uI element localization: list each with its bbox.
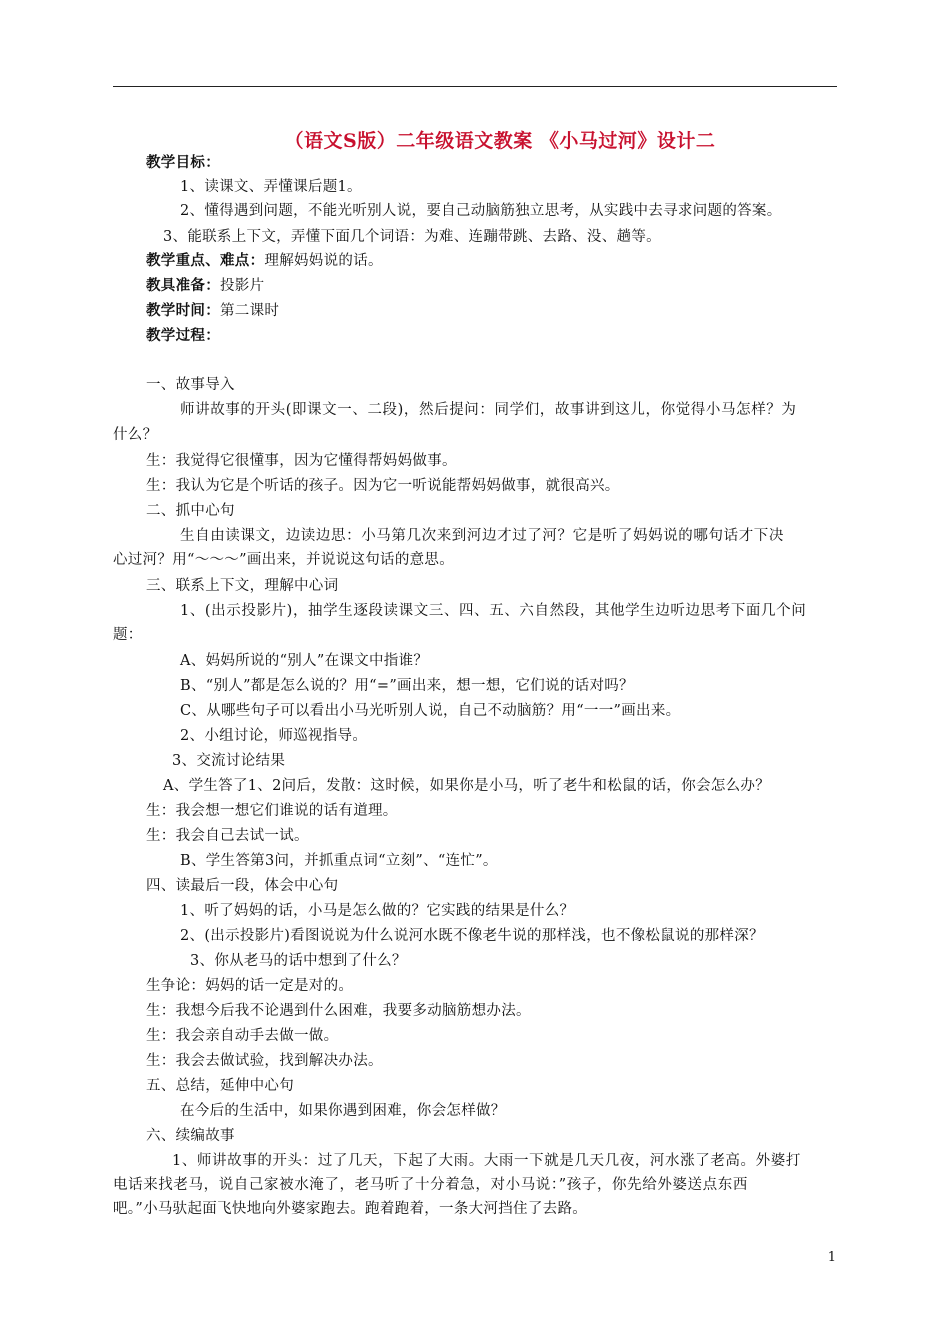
paragraph-line: 3、交流讨论结果 <box>172 753 286 769</box>
paragraph-line: 生自由读课文，边读边思：小马第几次来到河边才过了河？它是听了妈妈说的哪句话才下决 <box>180 528 784 544</box>
key-points-label: 教学重点、难点： <box>146 252 265 269</box>
paragraph-line: 生：我会想一想它们谁说的话有道理。 <box>146 803 398 819</box>
paragraph-line: A、学生答了1、2问后，发散：这时候，如果你是小马，听了老牛和松鼠的话，你会怎么办？ <box>163 778 771 794</box>
page-number: 1 <box>827 1250 836 1265</box>
objectives-heading: 教学目标： <box>146 154 220 171</box>
paragraph-line: 1、(出示投影片)，抽学生逐段读课文三、四、五、六自然段，其他学生边听边思考下面几个问 <box>180 603 807 619</box>
paragraph-line: C、从哪些句子可以看出小马光听别人说，自己不动脑筋？用“一一”画出来。 <box>180 703 681 719</box>
header-rule <box>113 86 837 87</box>
process-heading: 教学过程： <box>146 327 220 344</box>
document-title: （语文S版）二年级语文教案 《小马过河》设计二 <box>284 130 716 152</box>
objective-item: 2、懂得遇到问题，不能光听别人说，要自己动脑筋独立思考，从实践中去寻求问题的答案。 <box>180 203 782 219</box>
key-points-value: 理解妈妈说的话。 <box>264 253 383 269</box>
objective-item: 1、读课文、弄懂课后题1。 <box>180 179 362 195</box>
paragraph-line: 电话来找老马，说自己家被水淹了，老马听了十分着急，对小马说：”孩子，你先给外婆送点东西 <box>113 1177 748 1193</box>
paragraph-line: 3、你从老马的话中想到了什么？ <box>190 953 407 969</box>
teaching-time <box>146 301 279 321</box>
paragraph-line: 生：我想今后我不论遇到什么困难，我要多动脑筋想办法。 <box>146 1003 531 1019</box>
key-points <box>146 251 383 271</box>
paragraph-line: 心过河？用“～～～”画出来，并说说这句话的意思。 <box>113 552 455 568</box>
paragraph-line: 1、听了妈妈的话，小马是怎么做的？它实践的结果是什么？ <box>180 903 575 919</box>
objective-item: 3、能联系上下文，弄懂下面几个词语：为难、连蹦带跳、去路、没、趟等。 <box>163 229 661 245</box>
paragraph-line: 2、(出示投影片)看图说说为什么说河水既不像老牛说的那样浅，也不像松鼠说的那样深？ <box>180 928 764 944</box>
paragraph-line: 师讲故事的开头(即课文一、二段)，然后提问：同学们，故事讲到这儿，你觉得小马怎样？为 <box>180 402 797 418</box>
paragraph-line: 1、师讲故事的开头：过了几天，下起了大雨。大雨一下就是几天几夜，河水涨了老高。外婆打 <box>172 1153 801 1169</box>
paragraph-line: B、学生答第3问，并抓重点词“立刻”、“连忙”。 <box>180 853 498 869</box>
section-heading: 二、抓中心句 <box>146 503 235 519</box>
paragraph-line: 生：我会去做试验，找到解决办法。 <box>146 1053 383 1069</box>
paragraph-line: 在今后的生活中，如果你遇到困难，你会怎样做？ <box>180 1103 506 1119</box>
section-heading: 五、总结，延伸中心句 <box>146 1078 294 1094</box>
section-heading: 四、读最后一段，体会中心句 <box>146 878 339 894</box>
paragraph-line: A、妈妈所说的“别人”在课文中指谁？ <box>180 653 429 669</box>
materials <box>146 276 264 296</box>
paragraph-line: 生：我会自己去试一试。 <box>146 828 309 844</box>
section-heading: 一、故事导入 <box>146 377 235 393</box>
paragraph-line: 生争论：妈妈的话一定是对的。 <box>146 978 354 994</box>
paragraph-line: 生：我会亲自动手去做一做。 <box>146 1028 339 1044</box>
time-label: 教学时间： <box>146 302 220 319</box>
paragraph-line: 2、小组讨论，师巡视指导。 <box>180 728 368 744</box>
section-heading: 三、联系上下文，理解中心词 <box>146 578 339 594</box>
paragraph-line: 吧。”小马驮起面飞快地向外婆家跑去。跑着跑着，一条大河挡住了去路。 <box>113 1201 588 1217</box>
materials-label: 教具准备： <box>146 277 220 294</box>
section-heading: 六、续编故事 <box>146 1128 235 1144</box>
paragraph-line: 什么？ <box>113 427 158 443</box>
materials-value: 投影片 <box>220 278 265 294</box>
paragraph-line: 生：我认为它是个听话的孩子。因为它一听说能帮妈妈做事，就很高兴。 <box>146 478 620 494</box>
time-value: 第二课时 <box>220 303 280 319</box>
paragraph-line: B、“别人”都是怎么说的？用“=”画出来，想一想，它们说的话对吗？ <box>180 678 634 694</box>
paragraph-line: 生：我觉得它很懂事，因为它懂得帮妈妈做事。 <box>146 453 457 469</box>
paragraph-line: 题： <box>113 627 143 643</box>
